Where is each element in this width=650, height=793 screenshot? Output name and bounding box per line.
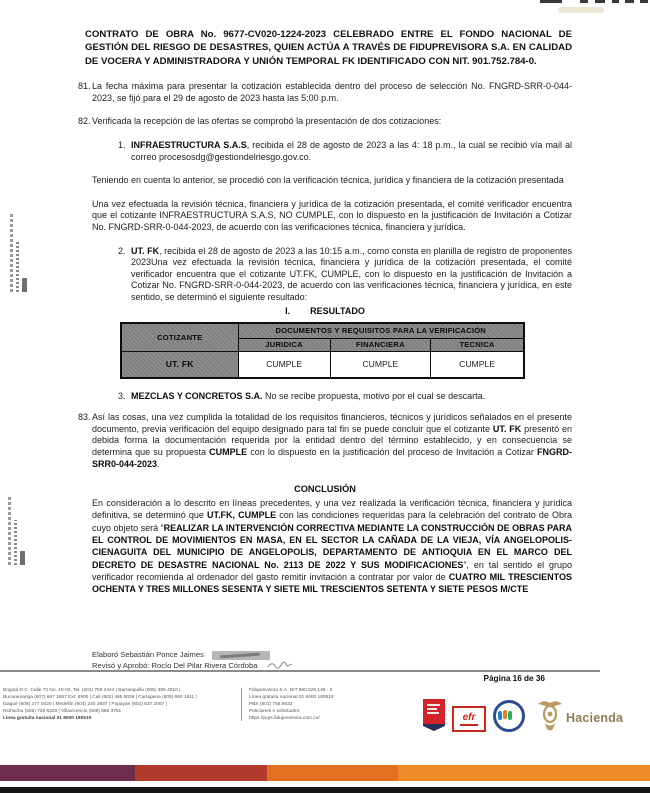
table-subheader-tecnica: TECNICA: [431, 338, 524, 351]
table-cell-cotizante: UT. FK: [121, 351, 238, 378]
item-81: [78, 81, 572, 104]
quotation-item-1: [118, 140, 572, 163]
table-cell-tecnica: CUMPLE: [431, 351, 524, 378]
efr-label: efr: [462, 711, 476, 723]
item-text: La fecha máxima para presentar la cotización establecida dentro del proceso de selección No. FNGRD-SRR-0-044-2023, se fijó para el 29 de agosto de 2023 hasta las 5:00 p.m.: [92, 81, 572, 103]
footer-bar-seg-2: [267, 765, 398, 781]
stamp-text-line: [14, 520, 17, 565]
text-segment: En consideración a lo descrito en líneas precedentes, y una vez realizada la verificación técnica, financiera y jurídica definitiva, se determinó que: [92, 498, 572, 521]
text-segment-bold: UT.FK, CUMPLE: [207, 510, 277, 521]
company-name: INFRAESTRUCTURA S.A.S: [131, 140, 247, 150]
conclusion-heading: CONCLUSIÓN: [294, 484, 356, 495]
table-header-documentos: DOCUMENTOS Y REQUISITOS PARA LA VERIFICACIÓN: [238, 323, 524, 339]
document-body: [78, 28, 572, 595]
footer-line: https://pqrs.fiduprevisora.com.co/: [249, 716, 320, 721]
contract-title: CONTRATO DE OBRA No. 9677-CV020-1224-2023 CELEBRADO ENTRE EL FONDO NACIONAL DE GESTIÓN DEL RIESGO DE DESASTRES, QUIEN ACTÚA A TRAVÉS DE FIDUPREVISORA S.A. EN CALIDAD DE VOCERA Y ADMINISTRADORA Y UNIÓN TEMPORAL FK IDENTIFICADO CON NIT. 901.752.784-0.: [85, 29, 572, 67]
contract-object-text: REALIZAR LA INTERVENCIÓN CORRECTIVA MEDIANTE LA CONSTRUCCIÓN DE OBRAS PARA EL CONTROL DE MOVIMIENTOS EN MASA, EN EL SECTOR LA CAÑADA DE LA VIEJA, VÍA ANGELOPOLIS-CIENAGUITA DEL MUNICIPIO DE ANGELOPOLIS, DEPARTAMENTO DE ANTIOQUIA EN EL MARCO DEL DECRETO DE DESASTRE NACIONAL No. 2113 DE 2022 Y SUS MODIFICACIONES: [92, 522, 572, 570]
quotation-item-3: [118, 391, 572, 403]
footer-line: Bucaramanga (607) 697 1687 Ext: 6900 | Cali (602) 485 5036 | Cartagena (605) 693 1611 |: [3, 695, 197, 700]
contract-value-text: CUATRO MIL TRESCIENTOS OCHENTA Y TRES MILLONES SESENTA Y SIETE MIL TRESCIENTOS SETENTA Y SIETE PESOS M/CTE: [92, 571, 572, 595]
logo-fragment-smudge: [558, 7, 604, 13]
item-text-rest: , recibida el 28 de agosto de 2023 a las 10:15 a.m., como consta en planilla de registro de proponentes 2023Una vez efectuada la revisión técnica, financiera y jurídica de la cotización presentada, el comité verificador encuentra que el cotizante UT.FK, CUMPLE, con lo dispuesto en la justificación de Invitación a Cotizar No. FNGRD-SRR-0-044-2023, de acuerdo con las verificaciones técnica, financiera y jurídica, en este sentido, se determinó el siguiente resultado:: [131, 245, 572, 302]
efr-certification-icon: [452, 706, 486, 732]
elaboro-text: Elaboró Sebastián Ponce Jaimes: [92, 650, 204, 659]
bottom-black-bar: [0, 787, 650, 793]
footer-line: Peticiones e solicitudes:: [249, 709, 301, 714]
stamp-mark: [22, 278, 27, 292]
footer-company-block: [249, 687, 359, 722]
stamp-mark: [20, 551, 25, 565]
footer-offices-block: [3, 687, 237, 722]
logo-fragment-mark: [640, 0, 648, 3]
item-83: [78, 412, 572, 470]
stamp-text-line: [8, 495, 11, 565]
resultado-heading: [78, 306, 572, 316]
logo-fragment-mark: [612, 0, 619, 3]
paragraph-una-vez: Una vez efectuada la revisión técnica, financiera y jurídica de la cotización presentada, el comité verificador encuentra que el cotizante INFRAESTRUCTURA S.A.S, NO CUMPLE, con lo dispuesto en la justificación de Invitación a Cotizar No. FNGRD-SRR-0-044-2023, de acuerdo con las verificaciones técnica, financiera y jurídica.: [92, 198, 572, 232]
item-number: 2.: [118, 245, 126, 256]
logo-fragment-mark: [595, 0, 605, 3]
hacienda-logo-text: Hacienda: [566, 711, 624, 725]
reviso-text: Revisó y Aprobó: Rocío Del Pilar Rivera Córdoba: [92, 661, 258, 670]
company-name: MEZCLAS Y CONCRETOS S.A.: [131, 390, 263, 401]
conclusion-paragraph: [92, 497, 572, 595]
item-text: [131, 246, 572, 304]
item-text: [92, 412, 572, 470]
table-cell-financiera: CUMPLE: [330, 351, 430, 378]
cropped-header-logo: [540, 0, 650, 16]
footer-bar-seg-0: [0, 765, 135, 781]
item-text: Verificada la recepción de las ofertas se comprobó la presentación de dos cotizaciones:: [92, 116, 442, 127]
signature-redaction: [212, 651, 270, 660]
item-number: 83.: [78, 412, 91, 423]
text-segment: Así las cosas, una vez cumplida la totalidad de los requisitos financieros, técnicos y jurídicos señalados en el presente documento, previa verificación del equipo designado para tal fin se puede concluir que el cotizante: [92, 412, 572, 434]
certification-seal-icon: [493, 700, 525, 732]
item-number: 1.: [118, 140, 126, 150]
footer-line: Línea gratuita nacional 01 8000 180518: [249, 695, 334, 700]
stamp-text-line: [10, 214, 13, 292]
page-number: Página 16 de 36: [483, 674, 545, 683]
table-header-cotizante: COTIZANTE: [121, 323, 238, 352]
item-number: 82.: [78, 116, 91, 127]
footer-line: Bogotá D.C. Calle 72 No. 10-03, Tel. (601) 756 2444 | Barranquilla (605) 385 4010 |: [3, 688, 181, 693]
text-segment-bold: CUMPLE: [209, 446, 248, 457]
elaboro-line: [92, 650, 293, 660]
colombia-coat-of-arms-icon: [536, 698, 564, 739]
footer-divider-line: [0, 670, 600, 672]
item-82: [78, 116, 572, 128]
footer-line: Línea gratuita nacional 01 8000 180510: [3, 716, 92, 721]
text-segment-bold: UT. FK: [492, 423, 522, 434]
table-row: [121, 351, 524, 378]
great-place-to-work-badge-icon: [423, 699, 445, 731]
company-name: UT. FK: [131, 245, 160, 256]
resultado-roman-numeral: I.: [285, 305, 291, 316]
footer-column-divider: [241, 688, 242, 721]
table-subheader-financiera: FINANCIERA: [330, 338, 430, 351]
text-segment: con lo dispuesto en la justificación del proceso de Invitación a Cotizar: [247, 446, 537, 457]
footer-line: PBX (601) 756 6633: [249, 702, 293, 707]
item-number: 3.: [118, 390, 126, 401]
footer-color-bar: [0, 765, 650, 781]
item-text-rest: No se recibe propuesta, motivo por el cual se descarta.: [262, 390, 486, 401]
resultado-label: RESULTADO: [310, 305, 365, 316]
item-number: 81.: [78, 81, 91, 92]
item-text: [131, 140, 572, 163]
footer-line: Ibagué (608) 277 0420 | Medellín (604) 240 3937 | Popayán (602) 837 2067 |: [3, 702, 167, 707]
text-segment: con las condiciones requeridas para la celebración del contrato de Obra cuyo objeto será “: [92, 510, 572, 533]
text-segment-bold: FNGRD-SRR0-044-2023: [92, 446, 572, 469]
item-text: [131, 391, 572, 403]
signature-block: [92, 650, 293, 672]
table-subheader-juridica: JURIDICA: [238, 338, 330, 351]
stamp-text-line: [16, 240, 19, 292]
footer-bar-seg-3: [398, 765, 650, 781]
item-text-rest: , recibida el 28 de agosto de 2023 a las 4: 18 p.m., la cual se recibió vía mail al correo procesosdg@gestiondelriesgo.gov.co.: [131, 140, 573, 162]
text-segment: .: [157, 458, 160, 469]
quotation-item-2: [118, 246, 572, 304]
verification-table: [120, 322, 525, 379]
footer-bar-seg-1: [135, 765, 267, 781]
logo-fragment-mark: [540, 0, 562, 3]
table-cell-juridica: CUMPLE: [238, 351, 330, 378]
text-segment: ”, en tal sentido el grupo verificador recomienda al ordenador del gasto remitir invitación a contratar por valor de: [92, 559, 573, 582]
logo-fragment-mark: [625, 0, 634, 3]
footer-line: Fiduprevisora S.A. NIT 860.525.148 - 5: [249, 688, 333, 693]
text-segment: presentó en debida forma la documentación requerida por la entidad dentro del término establecido, y en consecuencia se determina que su propuesta: [92, 423, 572, 457]
footer-line: Riohacha (605) 729 5328 | Villavicencio (608) 665 3751: [3, 709, 122, 714]
logo-fragment-mark: [580, 0, 588, 3]
paragraph-teniendo: Teniendo en cuenta lo anterior, se procedió con la verificación técnica, jurídica y financiera de la cotización presentada: [92, 175, 564, 186]
